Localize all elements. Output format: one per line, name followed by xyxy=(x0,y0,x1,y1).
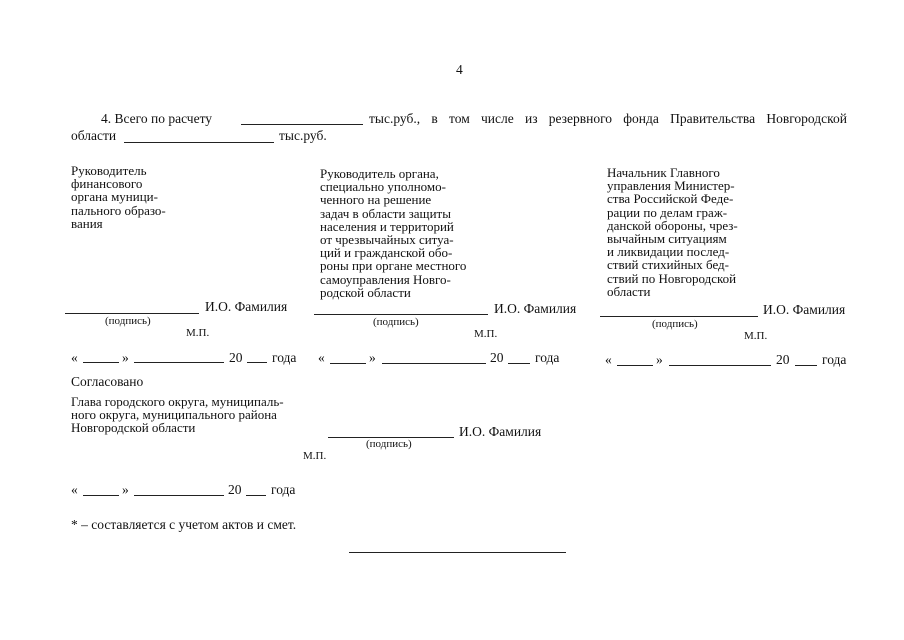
date-month-blank-1 xyxy=(134,362,224,363)
approval-name: И.О. Фамилия xyxy=(459,424,542,439)
reserve-fund-amount-blank xyxy=(124,142,274,143)
date-year-word-3: года xyxy=(822,352,847,367)
date-open-quote-1: « xyxy=(71,350,78,365)
date-year-word-1: года xyxy=(272,350,297,365)
title-line: Начальник Главного xyxy=(607,165,720,180)
title-line: родской области xyxy=(320,284,411,300)
date-year-blank-1 xyxy=(247,362,267,363)
approval-date-month-blank xyxy=(134,495,224,496)
title-line: органа муници- xyxy=(71,189,158,205)
approval-signature-caption: (подпись) xyxy=(366,438,412,450)
date-close-quote-2: » xyxy=(369,350,376,365)
title-line: Глава городского округа, муниципаль- xyxy=(71,394,284,409)
total-line-mid: тыс.руб., в том числе из резервного фонда Правительства Новгородской xyxy=(369,111,847,126)
signature-line-2 xyxy=(314,314,488,315)
seal-mark-2: М.П. xyxy=(474,328,498,340)
title-line: ченного на решение xyxy=(320,192,432,208)
title-line: ствий стихийных бед- xyxy=(607,257,730,273)
approval-date-open-quote: « xyxy=(71,482,78,497)
approval-date-year-blank xyxy=(246,495,266,496)
total-amount-blank xyxy=(241,124,363,125)
approval-date-century: 20 xyxy=(228,482,242,497)
title-line: вычайным ситуациям xyxy=(607,231,727,247)
title-line: данской обороны, чрез- xyxy=(607,217,738,233)
title-line: Новгородской области xyxy=(71,420,196,436)
signature-line-3 xyxy=(600,316,758,317)
title-line: ций и гражданской обо- xyxy=(320,245,453,261)
title-line: управления Министер- xyxy=(607,178,735,194)
date-open-quote-3: « xyxy=(605,352,612,367)
title-line: ства Российской Феде- xyxy=(607,191,734,207)
date-year-word-2: года xyxy=(535,350,560,365)
date-year-blank-2 xyxy=(508,363,530,364)
date-day-blank-3 xyxy=(617,365,653,366)
signatory-2-name: И.О. Фамилия xyxy=(494,301,577,316)
title-line: самоуправления Новго- xyxy=(320,271,451,287)
date-month-blank-2 xyxy=(382,363,486,364)
region-line-start: области xyxy=(71,128,117,143)
signatory-1-title xyxy=(71,164,231,230)
date-century-3: 20 xyxy=(776,352,790,367)
approval-date-day-blank xyxy=(83,495,119,496)
title-line: задач в области защиты xyxy=(320,205,451,221)
title-line: Руководитель xyxy=(71,163,147,178)
signatory-1-name: И.О. Фамилия xyxy=(205,299,288,314)
title-line: пального образо- xyxy=(71,202,166,218)
title-line: Руководитель органа, xyxy=(320,166,439,181)
region-line-end: тыс.руб. xyxy=(279,128,327,143)
date-open-quote-2: « xyxy=(318,350,325,365)
approval-date-close-quote: » xyxy=(122,482,129,497)
footnote: * – составляется с учетом актов и смет. xyxy=(71,517,297,532)
approval-date-year-word: года xyxy=(271,482,296,497)
title-line: финансового xyxy=(71,176,143,192)
title-line: от чрезвычайных ситуа- xyxy=(320,232,454,248)
title-line: и ликвидации послед- xyxy=(607,244,730,260)
signatory-2-title xyxy=(320,167,520,299)
approval-seal-mark: М.П. xyxy=(303,450,327,462)
title-line: вания xyxy=(71,215,103,231)
date-close-quote-3: » xyxy=(656,352,663,367)
signatory-3-name: И.О. Фамилия xyxy=(763,302,846,317)
seal-mark-3: М.П. xyxy=(744,330,768,342)
title-line: специально уполномо- xyxy=(320,179,446,195)
approval-title xyxy=(71,395,321,435)
title-line: роны при органе местного xyxy=(320,258,467,274)
signatory-3-title xyxy=(607,166,777,298)
seal-mark-1: М.П. xyxy=(186,327,210,339)
date-month-blank-3 xyxy=(669,365,771,366)
date-day-blank-2 xyxy=(330,363,366,364)
signature-line-1 xyxy=(65,313,199,314)
date-day-blank-1 xyxy=(83,362,119,363)
title-line: ного округа, муниципального района xyxy=(71,407,277,423)
date-close-quote-1: » xyxy=(122,350,129,365)
date-year-blank-3 xyxy=(795,365,817,366)
date-century-2: 20 xyxy=(490,350,504,365)
signature-caption-1: (подпись) xyxy=(105,315,151,327)
signature-caption-3: (подпись) xyxy=(652,318,698,330)
signature-caption-2: (подпись) xyxy=(373,316,419,328)
approval-heading: Согласовано xyxy=(71,374,144,389)
title-line: ствий по Новгородской xyxy=(607,270,737,286)
date-century-1: 20 xyxy=(229,350,243,365)
title-line: населения и территорий xyxy=(320,218,454,234)
title-line: области xyxy=(607,283,651,299)
closing-rule xyxy=(349,552,566,553)
title-line: рации по делам граж- xyxy=(607,204,728,220)
page-number: 4 xyxy=(456,62,463,77)
total-line-start: 4. Всего по расчету xyxy=(101,111,213,126)
